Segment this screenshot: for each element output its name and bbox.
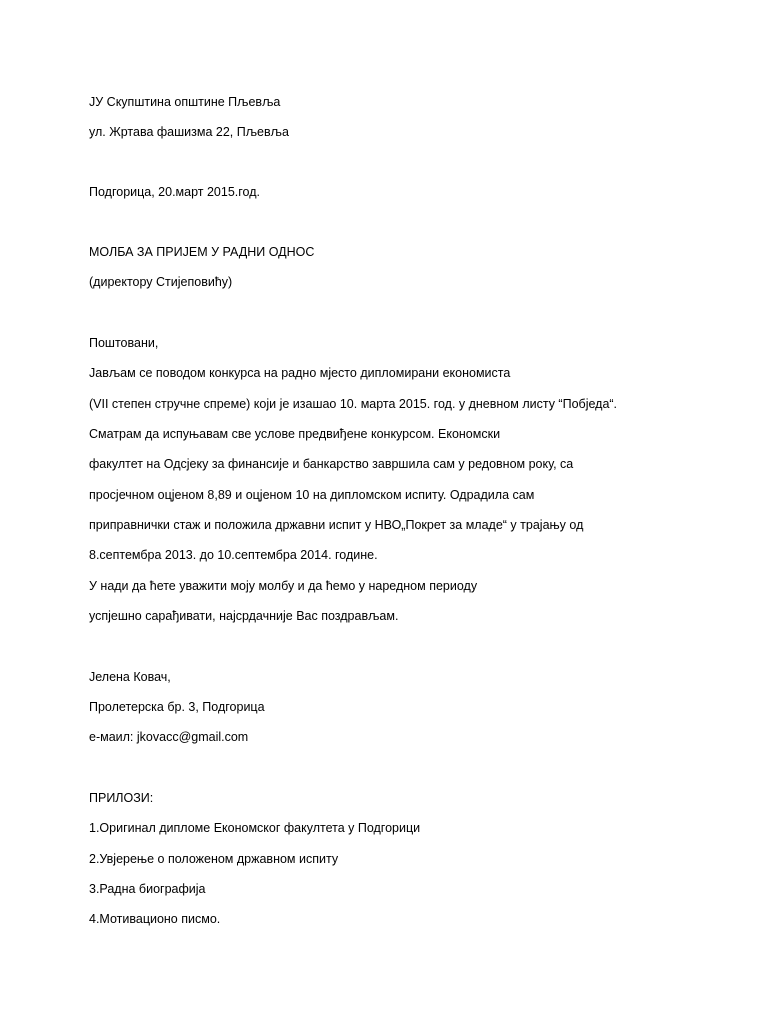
recipient-name: ЈУ Скупштина општине Пљевља	[89, 95, 281, 109]
place-date: Подгорица, 20.март 2015.год.	[89, 185, 260, 199]
body-line: просјечном оцјеном 8,89 и оцјеном 10 на дипломском испиту. Одрадила сам	[89, 488, 535, 502]
body-line: успјешно сарађивати, најсрдачније Вас поздрављам.	[89, 609, 399, 623]
body-line: Сматрам да испуњавам све услове предвиђене конкурсом. Економски	[89, 427, 501, 441]
body-line: 8.септембра 2013. до 10.септембра 2014. године.	[89, 548, 378, 562]
body-line: У нади да ћете уважити моју молбу и да ћемо у наредном периоду	[89, 579, 478, 593]
attachment-item: 1.Оригинал дипломе Економског факултета у Подгорици	[89, 821, 421, 835]
subject-addressee: (директору Стијеповићу)	[89, 275, 233, 289]
body-line: факултет на Одсјеку за финансије и банкарство завршила сам у редовном року, са	[89, 457, 574, 471]
attachments-heading: ПРИЛОЗИ:	[89, 791, 154, 805]
attachment-item: 3.Радна биографија	[89, 882, 206, 896]
sender-email: е-маил: jkovacc@gmail.com	[89, 730, 249, 744]
sender-name: Јелена Ковач,	[89, 670, 171, 684]
subject-title: МОЛБА ЗА ПРИЈЕМ У РАДНИ ОДНОС	[89, 245, 315, 259]
body-line: приправнички стаж и положила државни испит у НВО„Покрет за младе“ у трајању од	[89, 518, 584, 532]
attachment-item: 2.Увјерење о положеном државном испиту	[89, 852, 339, 866]
attachment-item: 4.Мотивационо писмо.	[89, 912, 221, 926]
salutation: Поштовани,	[89, 336, 159, 350]
body-line: Јављам се поводом конкурса на радно мјесто дипломирани економиста	[89, 366, 511, 380]
recipient-address: ул. Жртава фашизма 22, Пљевља	[89, 125, 289, 139]
body-line: (VII степен стручне спреме) који је изашао 10. марта 2015. год. у дневном листу “Побједа“.	[89, 397, 618, 411]
sender-address: Пролетерска бр. 3, Подгорица	[89, 700, 265, 714]
